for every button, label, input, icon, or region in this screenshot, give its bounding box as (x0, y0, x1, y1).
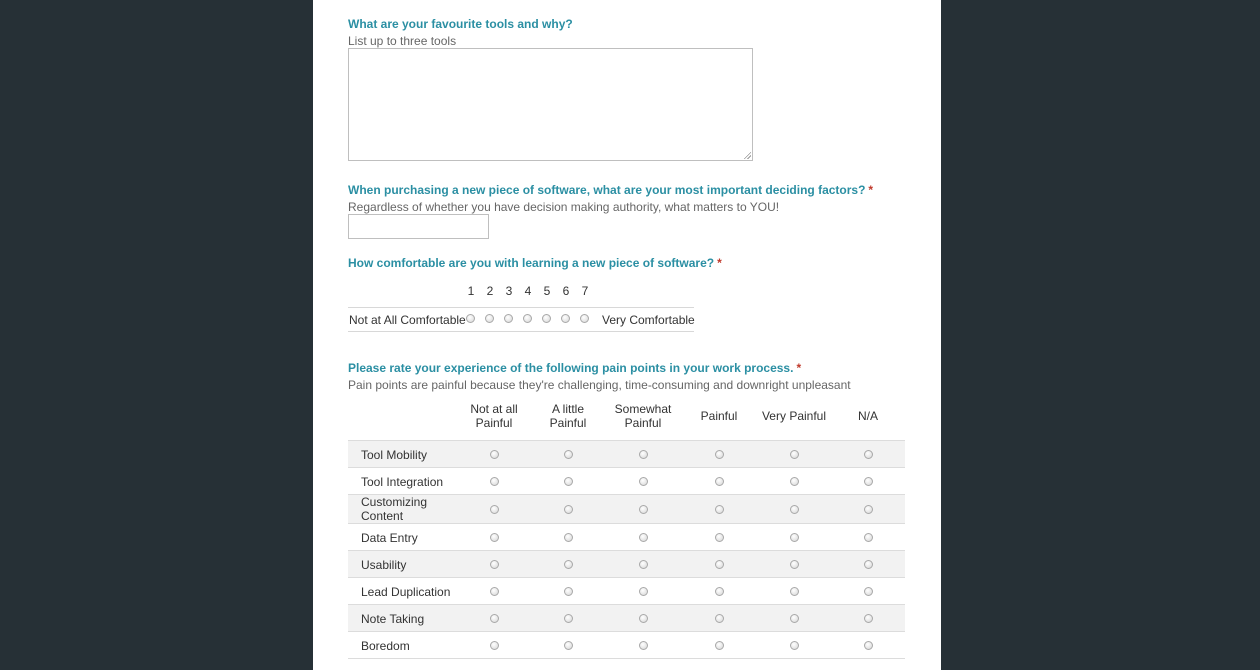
matrix-radio[interactable] (790, 560, 799, 569)
matrix-radio[interactable] (790, 505, 799, 514)
matrix-radio[interactable] (490, 641, 499, 650)
comfort-radio-4[interactable] (523, 314, 532, 323)
matrix-radio[interactable] (639, 450, 648, 459)
matrix-radio[interactable] (715, 614, 724, 623)
matrix-radio[interactable] (639, 560, 648, 569)
matrix-radio[interactable] (864, 505, 873, 514)
matrix-row (348, 467, 905, 495)
matrix-radio[interactable] (715, 641, 724, 650)
matrix-row-label: Customizing Content (361, 495, 428, 523)
matrix-row-label: Lead Duplication (361, 585, 451, 599)
comfort-radio-3[interactable] (504, 314, 513, 323)
scale-divider-bottom (348, 331, 694, 332)
deciding-factors-input[interactable] (348, 214, 489, 239)
matrix-row-label: Boredom (361, 639, 410, 653)
matrix-column-header: Not at all Painful (470, 402, 518, 430)
comfort-radio-5[interactable] (542, 314, 551, 323)
matrix-radio[interactable] (790, 641, 799, 650)
matrix-row-label: Data Entry (361, 531, 418, 545)
matrix-radio[interactable] (864, 641, 873, 650)
matrix-radio[interactable] (790, 477, 799, 486)
matrix-radio[interactable] (564, 505, 573, 514)
q1-subtitle: List up to three tools (348, 34, 457, 48)
matrix-radio[interactable] (715, 450, 724, 459)
matrix-radio[interactable] (490, 614, 499, 623)
q2-subtitle: Regardless of whether you have decision making authority, what matters to YOU! (348, 200, 780, 214)
matrix-row (348, 440, 905, 468)
matrix-radio[interactable] (790, 587, 799, 596)
required-mark: * (796, 361, 802, 375)
matrix-radio[interactable] (564, 587, 573, 596)
matrix-row (348, 550, 905, 578)
matrix-radio[interactable] (790, 614, 799, 623)
matrix-radio[interactable] (864, 614, 873, 623)
matrix-radio[interactable] (564, 641, 573, 650)
matrix-bottom-border (348, 658, 905, 659)
matrix-row (348, 631, 905, 659)
q4-title: Please rate your experience of the following pain points in your work process. * (348, 361, 802, 375)
matrix-radio[interactable] (790, 533, 799, 542)
scale-number-6: 6 (562, 284, 570, 298)
matrix-radio[interactable] (639, 505, 648, 514)
matrix-radio[interactable] (564, 560, 573, 569)
matrix-radio[interactable] (490, 450, 499, 459)
scale-number-5: 5 (543, 284, 551, 298)
matrix-radio[interactable] (490, 505, 499, 514)
matrix-radio[interactable] (639, 533, 648, 542)
matrix-radio[interactable] (864, 450, 873, 459)
matrix-column-header: A little Painful (549, 402, 587, 430)
scale-number-7: 7 (581, 284, 589, 298)
matrix-radio[interactable] (639, 587, 648, 596)
matrix-column-header: N/A (857, 409, 878, 423)
scale-number-2: 2 (486, 284, 494, 298)
matrix-radio[interactable] (490, 533, 499, 542)
matrix-radio[interactable] (490, 587, 499, 596)
matrix-radio[interactable] (864, 560, 873, 569)
matrix-row (348, 494, 905, 524)
scale-number-3: 3 (505, 284, 513, 298)
q3-title: How comfortable are you with learning a new piece of software? * (348, 256, 722, 270)
favourite-tools-textarea[interactable] (348, 48, 753, 161)
matrix-radio[interactable] (490, 477, 499, 486)
matrix-column-header: Very Painful (761, 409, 827, 423)
matrix-row (348, 523, 905, 551)
scale-number-1: 1 (467, 284, 475, 298)
matrix-radio[interactable] (639, 641, 648, 650)
matrix-row-label: Note Taking (361, 612, 425, 626)
q1-title: What are your favourite tools and why? (348, 17, 573, 31)
required-mark: * (868, 183, 874, 197)
matrix-radio[interactable] (790, 450, 799, 459)
matrix-column-header: Somewhat Painful (614, 402, 672, 430)
scale-high-label: Very Comfortable (602, 313, 695, 327)
matrix-radio[interactable] (490, 560, 499, 569)
matrix-radio[interactable] (715, 560, 724, 569)
comfort-radio-2[interactable] (485, 314, 494, 323)
resize-grip-icon[interactable] (743, 151, 751, 159)
matrix-row-label: Tool Integration (361, 475, 444, 489)
matrix-radio[interactable] (715, 533, 724, 542)
matrix-row (348, 604, 905, 632)
matrix-radio[interactable] (564, 450, 573, 459)
comfort-radio-1[interactable] (466, 314, 475, 323)
matrix-radio[interactable] (564, 614, 573, 623)
matrix-radio[interactable] (864, 477, 873, 486)
comfort-radio-6[interactable] (561, 314, 570, 323)
matrix-radio[interactable] (639, 477, 648, 486)
matrix-row-label: Usability (361, 558, 407, 572)
scale-number-4: 4 (524, 284, 532, 298)
matrix-radio[interactable] (564, 533, 573, 542)
q4-subtitle: Pain points are painful because they're challenging, time-consuming and downright unpleasant (348, 378, 851, 392)
q2-title: When purchasing a new piece of software, what are your most important deciding factors? * (348, 183, 874, 197)
matrix-row (348, 577, 905, 605)
matrix-radio[interactable] (564, 477, 573, 486)
matrix-radio[interactable] (715, 505, 724, 514)
comfort-radio-7[interactable] (580, 314, 589, 323)
scale-low-label: Not at All Comfortable (349, 313, 466, 327)
matrix-radio[interactable] (715, 477, 724, 486)
matrix-radio[interactable] (864, 533, 873, 542)
matrix-column-header: Painful (700, 409, 738, 423)
required-mark: * (717, 256, 722, 270)
survey-page (313, 0, 941, 670)
matrix-radio[interactable] (864, 587, 873, 596)
matrix-row-label: Tool Mobility (361, 448, 428, 462)
scale-divider-top (348, 307, 694, 308)
matrix-radio[interactable] (639, 614, 648, 623)
matrix-radio[interactable] (715, 587, 724, 596)
